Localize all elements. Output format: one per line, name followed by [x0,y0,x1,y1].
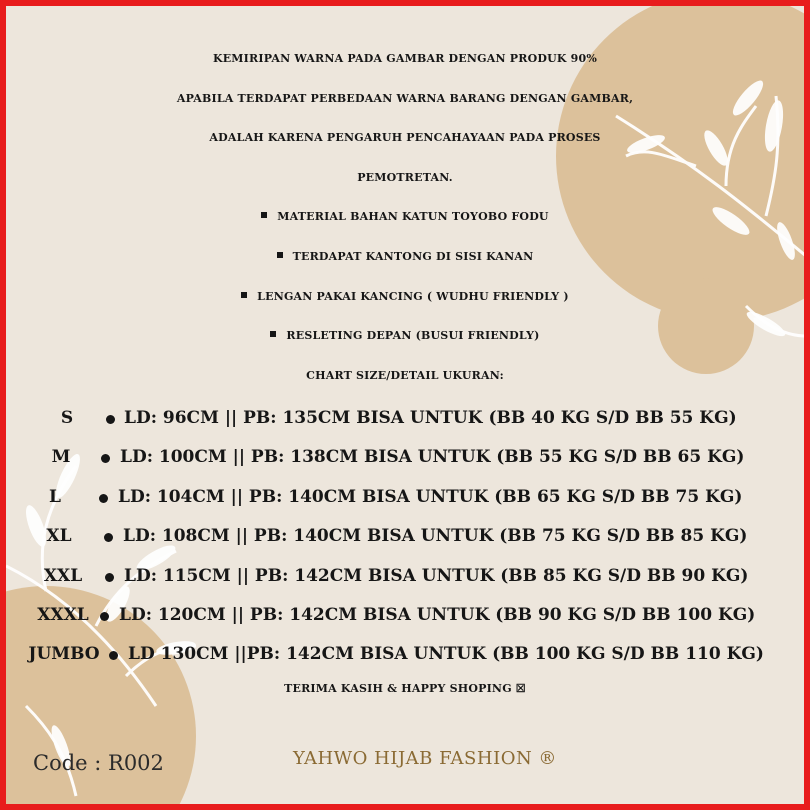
size-row [6,447,804,471]
size-row [6,408,804,432]
feature-item [6,290,804,303]
brand-name: YAHWO HIJAB FASHION ® [293,748,557,769]
size-detail: LD: 100CM || PB: 138CM BISA UNTUK (BB 55 KG S/D BB 65 KG) [120,447,745,467]
notice-line-4: PEMOTRETAN. [357,171,453,184]
size-label: JUMBO [28,644,100,664]
notice-line-1: KEMIRIPAN WARNA PADA GAMBAR DENGAN PRODUK 90% [212,52,598,65]
size-row [6,605,804,629]
feature-item [6,329,804,342]
size-detail: LD 130CM ||PB: 142CM BISA UNTUK (BB 100 KG S/D BB 110 KG) [128,644,764,664]
size-chart-title: CHART SIZE/DETAIL UKURAN: [306,369,504,382]
closing-text: TERIMA KASIH & HAPPY SHOPING ☒ [284,682,526,695]
size-row [6,487,804,511]
feature-text: LENGAN PAKAI KANCING ( WUDHU FRIENDLY ) [257,290,569,303]
feature-item [6,210,804,223]
notice-line-3: ADALAH KARENA PENGARUH PENCAHAYAAN PADA PROSES [209,131,601,144]
size-row [6,566,804,590]
size-label: XXL [43,566,83,586]
feature-item [6,250,804,263]
dot-icon [106,415,115,424]
dot-icon [101,454,110,463]
notice-line-2: APABILA TERDAPAT PERBEDAAN WARNA BARANG DENGAN GAMBAR, [176,92,634,105]
bullet-icon [261,212,267,218]
product-code: Code : R002 [33,751,164,775]
size-detail: LD: 108CM || PB: 140CM BISA UNTUK (BB 75 KG S/D BB 85 KG) [123,526,748,546]
size-label: M [51,447,71,467]
size-label: XL [46,526,72,546]
size-label: S [60,408,74,428]
bullet-icon [241,292,247,298]
size-detail: LD: 120CM || PB: 142CM BISA UNTUK (BB 90 KG S/D BB 100 KG) [119,605,756,625]
dot-icon [109,651,118,660]
size-detail: LD: 96CM || PB: 135CM BISA UNTUK (BB 40 KG S/D BB 55 KG) [124,408,737,428]
dot-icon [99,494,108,503]
size-detail: LD: 115CM || PB: 142CM BISA UNTUK (BB 85 KG S/D BB 90 KG) [124,566,749,586]
size-row [6,526,804,550]
size-row [6,644,804,668]
dot-icon [104,533,113,542]
size-detail: LD: 104CM || PB: 140CM BISA UNTUK (BB 65 KG S/D BB 75 KG) [118,487,743,507]
bullet-icon [277,252,283,258]
dot-icon [100,612,109,621]
feature-text: MATERIAL BAHAN KATUN TOYOBO FODU [277,210,549,223]
content-area [6,6,804,804]
feature-text: TERDAPAT KANTONG DI SISI KANAN [292,250,534,263]
dot-icon [105,573,114,582]
bullet-icon [270,331,276,337]
size-label: L [49,487,61,507]
feature-text: RESLETING DEPAN (BUSUI FRIENDLY) [286,329,540,342]
size-label: XXXL [37,605,89,625]
